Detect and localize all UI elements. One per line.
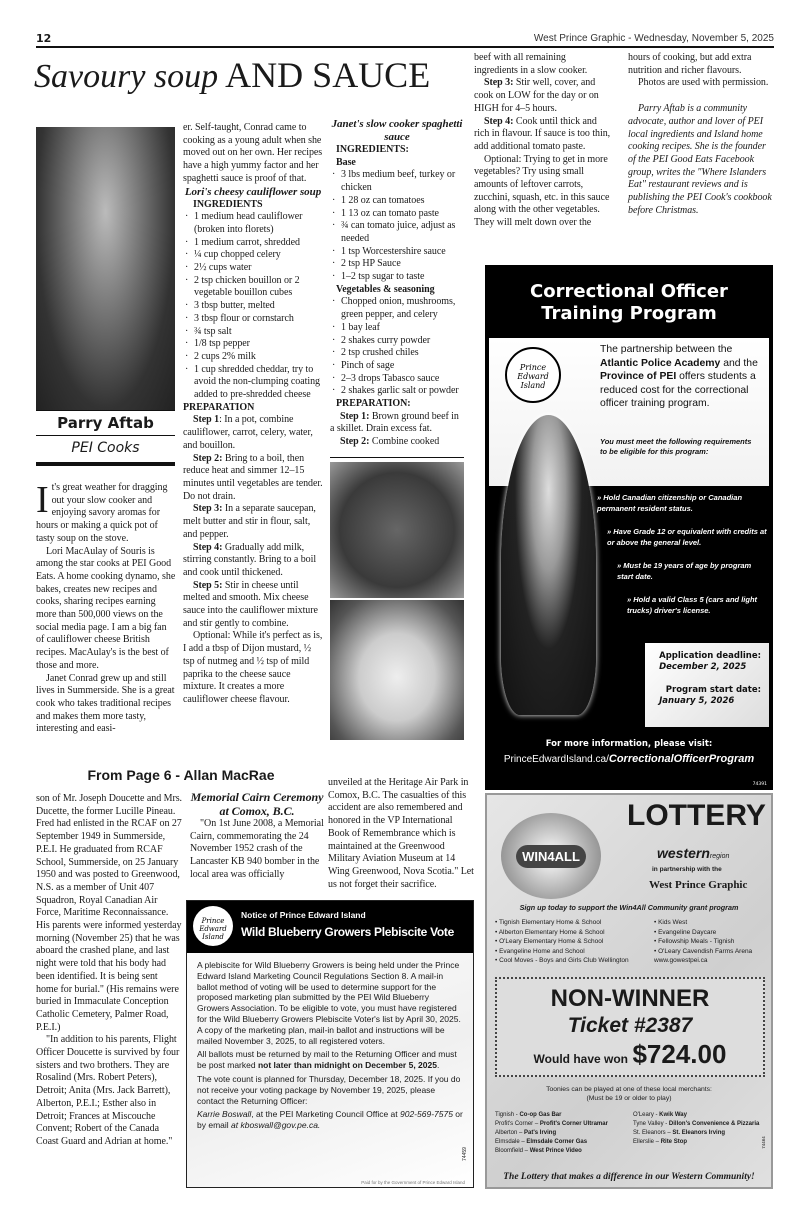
recipe-step xyxy=(183,542,323,580)
veg-label: Vegetables & seasoning xyxy=(336,283,435,295)
paragraph: unveiled at the Heritage Air Park in Comox, B.C. The casualties of this accident are also remembered and honored in the VP International Book of Remembrance which is maintained at the Greenwood Military Aviation Museum at 14 Wing Greenwood, Nova Scotia." Let us not forget their sacrifice. xyxy=(328,777,474,890)
paragraph: Janet Conrad grew up and still lives in Summerside. She is a great cook who takes traditional recipes and makes them more tasty, interesting and easi- xyxy=(36,672,175,735)
preparation-label: PREPARATION xyxy=(183,401,255,413)
step-text: : In a pot, combine cauliflower, carrot, celery, water, and bouillon. xyxy=(183,414,313,451)
western-logo xyxy=(657,845,729,861)
subheading: Memorial Cairn Ceremony at Comox, B.C. xyxy=(190,790,324,818)
step-text: Brown ground beef in a skillet. Drain excess fat. xyxy=(330,410,459,435)
ingredient-list xyxy=(330,169,464,283)
start-date: January 5, 2026 xyxy=(659,696,735,706)
ingredients-label: INGREDIENTS xyxy=(193,198,263,210)
macrae-col-b xyxy=(190,790,324,882)
merchant-name: Co-op Gas Bar xyxy=(519,1112,562,1118)
step-label: Step 4: xyxy=(484,115,514,127)
merchant-item xyxy=(633,1111,767,1120)
province: Province of PEI xyxy=(600,371,677,382)
headline-italic: Savoury soup xyxy=(34,58,219,95)
ingredient-item: · 1 cup shredded cheddar, try to avoid the non-clumping coating added to pre-shredded cheese xyxy=(183,364,323,402)
notice-header xyxy=(187,901,473,953)
phone[interactable]: 902-569-7575 xyxy=(400,1109,453,1120)
sponsor-suffix: region xyxy=(709,853,730,860)
ingredient-item: · Chopped onion, mushrooms, green pepper, and celery xyxy=(330,296,464,321)
ingredient-item: · 2–3 drops Tabasco sauce xyxy=(330,373,464,386)
paragraph: er. Self-taught, Conrad came to cooking as a young adult when she moved out on her own. Her recipes have a high yummy factor and her spaghetti sauce is proof of that. xyxy=(183,122,323,184)
signup-text: Sign up today to support the Win4All Community grant program xyxy=(519,903,739,912)
merchant-item xyxy=(495,1147,629,1156)
beneficiary-item: • Kids West xyxy=(654,919,688,926)
base-label: Base xyxy=(336,156,356,168)
requirement-item: » Have Grade 12 or equivalent with credits at or above the general level. xyxy=(607,527,767,547)
beneficiaries-right xyxy=(654,918,769,966)
page-headline xyxy=(34,54,430,96)
author-photo xyxy=(36,127,175,410)
macrae-col-c xyxy=(328,777,476,891)
notice-title: Wild Blueberry Growers Plebiscite Vote xyxy=(241,925,455,939)
beneficiary-item: • Alberton Elementary Home & School xyxy=(495,928,605,936)
merchants-right xyxy=(633,1111,767,1147)
byline xyxy=(36,410,175,466)
intro-text xyxy=(600,343,768,411)
headline-caps: AND SAUCE xyxy=(225,55,431,95)
step-text: Stir well, cover, and cook on LOW for the day or on HIGH for 4–5 hours. xyxy=(474,77,599,114)
lori-recipe xyxy=(183,122,323,707)
macrae-col-a xyxy=(36,793,182,1149)
paper-name: West Prince Graphic xyxy=(649,879,748,891)
merchant-name: Pat's Irving xyxy=(524,1130,557,1136)
ingredient-list xyxy=(183,211,323,402)
paragraph: t's great weather for dragging out your slow cooker and enjoying savory aromas for hours or making a quick pot of tasty soup on the stove. xyxy=(36,482,168,544)
ingredients-label: INGREDIENTS: xyxy=(336,144,409,155)
macrae-heading: From Page 6 - Allan MacRae xyxy=(87,767,275,783)
website-link: www.gowestpei.ca xyxy=(654,957,708,964)
non-winner-box xyxy=(495,977,765,1077)
paragraph: Lori MacAulay of Souris is among the star cooks at PEI Good Eats. A home cooking dynamo, she bakes, creates new recipes and cooks, sharing recipes earning more than 500,000 views on the social media page. I am a big fan of cauliflower cheese British recipes. MacAulay's is the best of those and more. xyxy=(36,545,176,671)
step-label: Step 2: xyxy=(340,436,370,448)
toonies-text xyxy=(487,1085,771,1103)
author-name: Parry Aftab xyxy=(36,410,175,436)
deadline: December 2, 2025 xyxy=(659,662,747,672)
page-number: 12 xyxy=(36,32,52,45)
paid-notice: Paid for by the Government of Prince Edward Island xyxy=(361,1180,465,1185)
merchant-item xyxy=(495,1111,629,1120)
ad-title: Correctional Officer Training Program xyxy=(530,281,728,324)
beneficiary-item: • Tignish Elementary Home & School xyxy=(495,919,602,926)
paragraph: "On 1st June 2008, a Memorial Cairn, commemorating the 24 November 1952 crash of the Lancaster KB 940 bomber in the local area was officially xyxy=(190,818,324,880)
merchant-town: Ellerslie – xyxy=(633,1139,661,1145)
paragraph: son of Mr. Joseph Doucette and Mrs. Ducette, the former Lucille Pineau. Fred had enlisted in the RCAF on 27 September 1949 in Summerside, P.E.I. He graduated from RCAF School, Summerside, on 25 January 1950 and was posted to Greenwood, N.S. as a member of Unit 407 Squadron, Royal Canadian Air Force, Maritime Reconnaissance. His parents were informed yesterday morning (November 25) that he was aboard the crashed plane, and last night were told that his body had been identified. It is being sent home for burial." (His remains were buried in Immaculate Conception Catholic Cemetery, Palmer Road, P.E.I.) xyxy=(36,793,183,1033)
masthead: West Prince Graphic - Wednesday, November 5, 2025 xyxy=(533,33,774,44)
merchant-town: Profit's Corner – xyxy=(495,1121,540,1127)
ingredient-item: · 3 tbsp butter, melted xyxy=(183,300,323,313)
merchant-town: Alberton – xyxy=(495,1130,525,1136)
recipe-step xyxy=(330,411,464,436)
win4all-badge: WIN4ALL xyxy=(516,845,586,868)
ingredient-list xyxy=(330,296,464,398)
recipe-step-continued: beef with all remaining ingredients in a slow cooker. xyxy=(474,52,588,76)
merchant-name: Profit's Corner Ultramar xyxy=(539,1121,608,1127)
ingredient-item: · 2½ cups water xyxy=(183,262,323,275)
header-rule xyxy=(36,46,774,48)
merchant-item xyxy=(495,1138,629,1147)
blueberry-notice-ad xyxy=(186,900,474,1188)
ingredient-item: · 1–2 tsp sugar to taste xyxy=(330,271,464,284)
partner-text: in partnership with the xyxy=(652,866,722,873)
ingredient-item: · 2 tsp chicken bouillon or 2 vegetable bouillon cubes xyxy=(183,275,323,300)
recipe-step xyxy=(474,77,612,115)
officer-photo xyxy=(501,415,596,715)
non-winner-label: NON-WINNER xyxy=(550,985,710,1012)
requirement-item: » Must be 19 years of age by program start date. xyxy=(617,561,752,581)
contact-name: Karrie Boswall xyxy=(197,1109,252,1120)
ingredient-item: · 1 bay leaf xyxy=(330,322,464,335)
recipe-title: Lori's cheesy cauliflower soup xyxy=(184,185,322,198)
ingredient-item: · ¾ can tomato juice, adjust as needed xyxy=(330,220,464,245)
merchant-name: St. Eleanors Irving xyxy=(672,1130,726,1136)
deadline-label: Application deadline: xyxy=(659,651,761,661)
step-text: Combine cooked xyxy=(369,436,440,448)
recipe-step xyxy=(183,580,323,631)
recipe-step xyxy=(474,116,612,154)
step-text: Gradually add milk, stirring constantly. Bring to a boil and cook until thickened. xyxy=(183,541,317,578)
sponsor: western xyxy=(657,845,710,861)
ingredient-item: · ¾ tsp salt xyxy=(183,326,323,339)
merchant-item xyxy=(633,1129,767,1138)
step-label: Step 5: xyxy=(193,579,223,591)
step-list xyxy=(330,411,464,449)
merchant-name: Rite Stop xyxy=(660,1139,688,1145)
step-label: Step 3: xyxy=(484,77,514,89)
merchant-item xyxy=(633,1138,767,1147)
ingredient-item: · 2 shakes curry powder xyxy=(330,335,464,348)
merchant-town: St. Eleanors – xyxy=(633,1130,673,1136)
janet-recipe xyxy=(330,118,464,740)
recipe-step xyxy=(183,630,323,706)
paragraph: hours of cooking, but add extra nutrition and richer flavours. xyxy=(628,52,752,76)
beneficiary-item: • O'Leary Cavendish Farms Arena xyxy=(654,947,753,955)
ingredient-item: · 2 tsp crushed chiles xyxy=(330,347,464,360)
text: and the xyxy=(720,357,758,369)
spaghetti-sauce-photo xyxy=(330,462,464,598)
would-have-won: Would have won xyxy=(533,1052,628,1066)
ingredient-item: · ¼ cup chopped celery xyxy=(183,249,323,262)
author-bio: Parry Aftab is a community advocate, author and lover of PEI local ingredients and Island home cooking recipes. She is the founder of the PEI Good Eats Facebook group, writes the "Where Islanders Eat" restaurant reviews and is publishing the PEI Cook's cookbook before Christmas. xyxy=(628,103,772,216)
step-label: Step 1 xyxy=(193,414,220,426)
ingredient-item: · 2 shakes garlic salt or powder xyxy=(330,385,464,398)
merchants-left xyxy=(495,1111,629,1156)
recipe-step xyxy=(330,436,464,449)
column-name: PEI Cooks xyxy=(36,436,175,466)
academy: Atlantic Police Academy xyxy=(600,357,721,369)
correctional-officer-ad xyxy=(485,265,773,790)
recipe-step xyxy=(474,154,612,230)
ingredient-item: · 3 tbsp flour or cornstarch xyxy=(183,313,323,326)
text: or by email xyxy=(197,1109,463,1131)
text: offers students a reduced cost for the correctional officer training program. xyxy=(600,371,756,409)
step-label: Step 1: xyxy=(340,410,370,422)
requirements-intro: You must meet the following requirements to be eligible for this program: xyxy=(600,437,752,456)
notice-kicker: Notice of Prince Edward Island xyxy=(241,910,366,920)
notice-body: A plebiscite for Wild Blueberry Growers is being held under the Prince Edward Island Marketing Council Regulations Section 8. A mail-in ballot method of voting will be used to determine support for the proposed marketing plan submitted by the PEI Wild Blueberry Growers Association. To be eligible to vote, you must have registered for the Wild Blueberry Growers Plebiscite Voter's list by April 30, 2025. A copy of the marketing plan, mail-in ballot and instructions will be mailed November 3, 2025, to all registered voters. All ballots must be returned by mail to the Returning Officer and must be post marked not later than midnight on December 5, 2025. The vote count is planned for Thursday, December 18, 2025. If you do not receive your voting package by November 19, 2025, please contact the Returning Officer: Karrie Boswall, at the PEI Marketing Council Office at 902-569-7575 or by email at kboswall@gov.pe.ca. xyxy=(197,960,463,1131)
win4all-logo xyxy=(501,813,601,899)
merchant-name: Kwik Way xyxy=(659,1112,687,1118)
beneficiary-item: • Fellowship Meals - Tignish xyxy=(654,938,735,945)
recipe-step xyxy=(183,453,323,504)
step-list xyxy=(183,414,323,706)
ad-code: 74464 xyxy=(761,1136,767,1149)
merchant-town: Elmsdale – xyxy=(495,1139,527,1145)
deadline: not later than midnight on December 5, 2025 xyxy=(257,1060,437,1071)
beneficiaries-left xyxy=(495,918,645,966)
program-url[interactable] xyxy=(485,753,773,765)
merchant-town: Bloomfield – xyxy=(495,1148,530,1154)
janet-steps-continued xyxy=(474,52,612,230)
beneficiary-item: • O'Leary Elementary Home & School xyxy=(495,938,604,945)
dates xyxy=(659,651,761,707)
recipe-title: Janet's slow cooker spaghetti sauce xyxy=(331,118,463,143)
merchant-item xyxy=(633,1120,767,1129)
ingredient-item: · 1 13 oz can tomato paste xyxy=(330,208,464,221)
step-text: Optional: While it's perfect as is, I add a tbsp of Dijon mustard, ½ tsp of nutmeg and ½ tsp of mild paprika to the cheese sauce mixture. It creates a more cauliflower cheese flavour. xyxy=(183,630,323,705)
ingredient-item: · Pinch of sage xyxy=(330,360,464,373)
lottery-title: LOTTERY xyxy=(627,799,766,832)
tagline: The Lottery that makes a difference in our Western Community! xyxy=(503,1172,755,1182)
ticket-number: Ticket #2387 xyxy=(567,1014,693,1037)
text: Toonies can be played at one of these local merchants: xyxy=(546,1086,712,1093)
ingredient-item: · 1 tsp Worcestershire sauce xyxy=(330,246,464,259)
intro-text xyxy=(36,479,177,736)
merchant-name: West Prince Video xyxy=(529,1148,582,1154)
paragraph: The vote count is planned for Thursday, December 18, 2025. If you do not receive your voting package by November 19, 2025, please contact the Returning Officer: xyxy=(197,1073,461,1106)
recipe-step xyxy=(183,503,323,541)
beneficiary-item: • Cool Moves - Boys and Girls Club Wellington xyxy=(495,957,629,964)
beneficiary-item: • Evangeline Home and School xyxy=(495,947,585,955)
step-text: Cook until thick and rich in flavour. If sauce is too thin, add additional tomato paste. xyxy=(474,115,611,152)
ingredient-item: · 1 medium carrot, shredded xyxy=(183,237,323,250)
url-domain: PrinceEdwardIsland.ca/ xyxy=(503,754,609,765)
step-text: Stir in cheese until melted and smooth. Mix cheese sauce into the cauliflower mixture and stir gently to combine. xyxy=(183,579,318,629)
more-info: For more information, please visit: xyxy=(545,739,713,749)
step-label: Step 3: xyxy=(193,503,223,515)
beneficiary-item: • Evangeline Daycare xyxy=(654,928,717,936)
lottery-ad xyxy=(485,793,773,1189)
merchant-name: Elmsdale Corner Gas xyxy=(526,1139,588,1145)
pei-logo: Prince Edward Island xyxy=(193,906,233,946)
merchant-town: Tignish - xyxy=(495,1112,520,1118)
email-link[interactable]: at kboswall@gov.pe.ca. xyxy=(231,1120,321,1131)
ingredient-item: · 2 cups 2% milk xyxy=(183,351,323,364)
requirement-item: » Hold a valid Class 5 (cars and light trucks) driver's license. xyxy=(627,595,758,615)
text: The partnership between the xyxy=(600,344,733,355)
paragraph: A plebiscite for Wild Blueberry Growers is being held under the Prince Edward Island Marketing Council Regulations Section 8. A mail-in ballot method of voting will be used to determine support for the proposed marketing plan submitted by the PEI Wild Blueberry Growers Association. To be eligible to vote, you must have registered for the Wild Blueberry Growers Plebiscite Voter's list by April 30, 2025. A copy of the marketing plan, mail-in ballot and instructions will be mailed November 3, 2025, to all registered voters. xyxy=(197,960,461,1046)
preparation-label: PREPARATION: xyxy=(336,398,411,410)
start-label: Program start date: xyxy=(665,685,761,695)
photo-credits: Photos are used with permission. xyxy=(638,77,769,89)
ingredient-item: · 1/8 tsp pepper xyxy=(183,338,323,351)
cauliflower-soup-photo xyxy=(330,600,464,740)
merchant-name: Dillon's Convenience & Pizzaria xyxy=(668,1121,760,1127)
age-notice: (Must be 19 or older to play) xyxy=(586,1095,672,1102)
url-path: CorrectionalOfficerProgram xyxy=(608,753,755,765)
ingredient-item: · 1 28 oz can tomatoes xyxy=(330,195,464,208)
merchant-item xyxy=(495,1120,629,1129)
merchant-town: Tyne Valley - xyxy=(633,1121,669,1127)
drop-cap: I xyxy=(36,479,49,521)
step-text: Optional: Trying to get in more vegetables? Try using small amounts of leftover carrots, zucchini, squash, etc. in this sauce along with the other vegetables. They will melt down over the xyxy=(474,153,610,229)
pei-logo: Prince Edward Island xyxy=(505,347,561,403)
paragraph: "In addition to his parents, Flight Officer Doucette is survived by four sisters and two brothers. They are Rosalind (Mrs. Robert Peters), Detroit; Anita (Mrs. Jack Barrett), Alberton, P.E.I.; Esther also in Detroit; Frances at Miscouche Convent; Robert of the Canada Coast Guard and Adrian at home." xyxy=(36,1034,180,1147)
step-text: Bring to a boil, then reduce heat and simmer 12–15 minutes until vegetables are tender. Do not drain. xyxy=(183,452,323,502)
step-label: Step 4: xyxy=(193,541,223,553)
ingredient-item: · 3 lbs medium beef, turkey or chicken xyxy=(330,169,464,194)
ad-code: 74391 xyxy=(752,782,767,787)
ingredient-item: · 2 tsp HP Sauce xyxy=(330,258,464,271)
recipe-step xyxy=(183,414,323,452)
recipe-photos xyxy=(330,457,464,740)
merchant-item xyxy=(495,1129,629,1138)
text: All ballots must be returned by mail to the Returning Officer and must be post marked xyxy=(197,1049,457,1071)
ad-code: 74459 xyxy=(462,1147,469,1161)
column-end xyxy=(628,52,774,217)
text: , at the PEI Marketing Council Office at xyxy=(251,1109,400,1120)
prize-amount: $724.00 xyxy=(632,1039,727,1069)
step-text: In a separate saucepan, melt butter and stir in flour, salt, and pepper. xyxy=(183,503,316,540)
requirement-item: » Hold Canadian citizenship or Canadian permanent resident status. xyxy=(597,493,743,513)
ingredient-item: · 1 medium head cauliflower (broken into florets) xyxy=(183,211,323,236)
merchant-town: O'Leary - xyxy=(633,1112,660,1118)
step-label: Step 2: xyxy=(193,452,223,464)
